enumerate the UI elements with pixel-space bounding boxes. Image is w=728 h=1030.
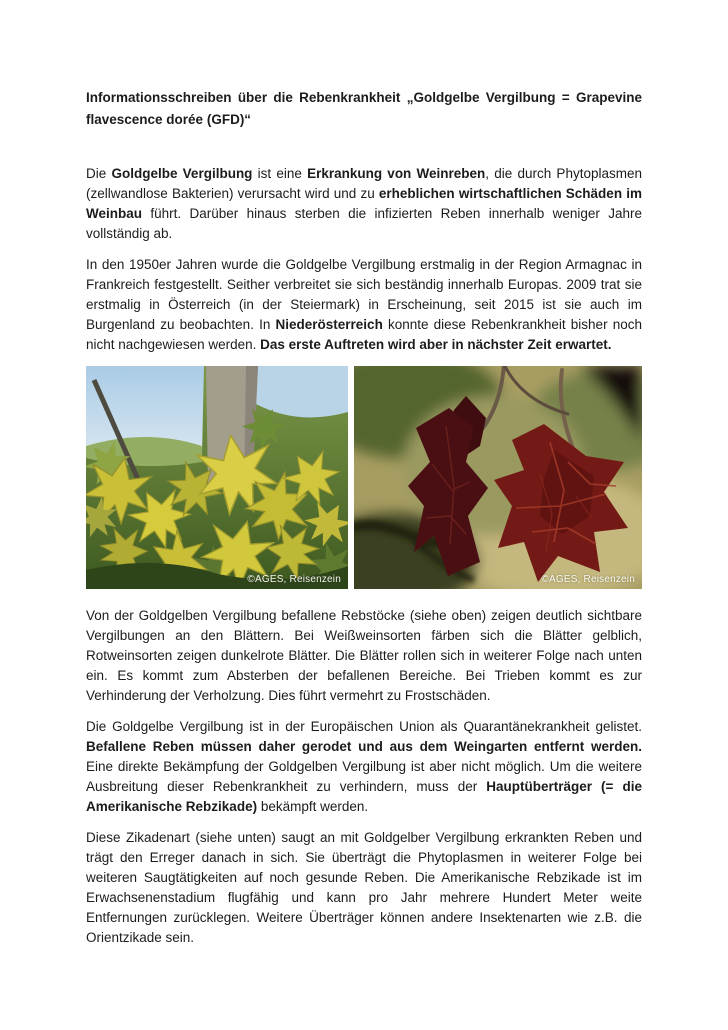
photo-dark-red-grapevine-leaves xyxy=(354,366,642,589)
yellow-leaves-illustration xyxy=(86,366,348,589)
photo-credit-watermark: ©AGES, Reisenzein xyxy=(541,574,635,585)
paragraph: In den 1950er Jahren wurde die Goldgelbe Vergilbung erstmalig in der Region Armagnac in Frankreich festgestellt. Seither verbreitet sie sich beständig innerhalb Europas. 2009 trat sie erstmalig in Österreich (in der Steiermark) in Erscheinung, seit 2015 ist sie auch im Burgenland zu beobachten. In Niederösterreich konnte diese Rebenkrankheit bisher noch nicht nachgewiesen werden. Das erste Auftreten wird aber in nächster Zeit erwartet. xyxy=(86,257,642,352)
paragraph: Die Goldgelbe Vergilbung ist in der Europäischen Union als Quarantänekrankheit gelistet. Befallene Reben müssen daher gerodet und aus dem Weingarten entfernt werden. Eine direkte Bekämpfung der Goldgelben Vergilbung ist aber nicht möglich. Um die weitere Ausbreitung dieser Rebenkrankheit zu verhindern, muss der Hauptüberträger (= die Amerikanische Rebzikade) bekämpft werden. xyxy=(86,719,642,814)
paragraph: Diese Zikadenart (siehe unten) saugt an mit Goldgelber Vergilbung erkrankten Reben und trägt den Erreger danach in sich. Sie überträgt die Phytoplasmen in weiterer Folge bei weiteren Saugtätigkeiten auf noch gesunde Reben. Die Amerikanische Rebzikade ist im Erwachsenenstadium flugfähig und kann pro Jahr mehrere Hundert Meter weite Entfernungen zurücklegen. Weitere Überträger können andere Insektenarten wie z.B. die Orientzikade sein. xyxy=(86,830,642,945)
document-content xyxy=(86,87,642,959)
red-leaves-illustration xyxy=(354,366,642,589)
paragraph: Die Goldgelbe Vergilbung ist eine Erkrankung von Weinreben, die durch Phytoplasmen (zellwandlose Bakterien) verursacht wird und zu erheblichen wirtschaftlichen Schäden im Weinbau führt. Darüber hinaus sterben die infizierten Reben innerhalb weniger Jahre vollständig ab. xyxy=(86,166,642,241)
paragraph: Von der Goldgelben Vergilbung befallene Rebstöcke (siehe oben) zeigen deutlich sichtbare Vergilbungen an den Blättern. Bei Weißweinsorten färben sich die Blätter gelblich, Rotweinsorten zeigen dunkelrote Blätter. Die Blätter rollen sich in weiterer Folge nach unten ein. Es kommt zum Absterben der befallenen Bereiche. Bei Trieben kommt es zur Verhinderung der Verholzung. Dies führt vermehrt zu Frostschäden. xyxy=(86,608,642,703)
figure-row xyxy=(86,366,642,589)
photo-credit-watermark: ©AGES, Reisenzein xyxy=(247,574,341,585)
photo-yellowed-grapevine-leaves xyxy=(86,366,348,589)
document-title: Informationsschreiben über die Rebenkrankheit „Goldgelbe Vergilbung = Grapevine flavescence dorée (GFD)“ xyxy=(86,90,642,127)
paragraphs-before-figures xyxy=(86,164,642,355)
paragraphs-after-figures xyxy=(86,606,642,948)
